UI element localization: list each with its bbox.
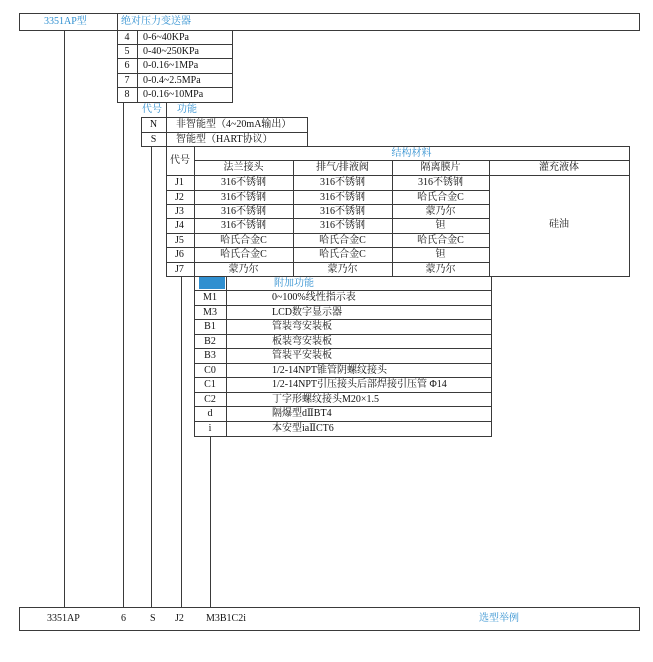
example-options: M3B1C2i [206, 613, 247, 624]
example-material: J2 [175, 613, 184, 624]
material-code-header: 代号 [170, 155, 190, 166]
example-label: 选型举例 [479, 613, 519, 624]
flange-material: 316不锈钢 [221, 192, 266, 203]
material-code: J3 [175, 206, 184, 217]
option-code: M1 [203, 292, 217, 303]
diaphragm-material: 蒙乃尔 [425, 264, 456, 275]
option-code: C2 [204, 394, 216, 405]
material-code: J1 [175, 177, 184, 188]
diaphragm-material: 钽 [435, 220, 446, 231]
range-value: 0-6~40KPa [143, 32, 189, 43]
output-code: S [150, 134, 157, 145]
valve-material: 316不锈钢 [320, 206, 365, 217]
flange-material: 316不锈钢 [221, 220, 266, 231]
diaphragm-material: 钽 [435, 249, 446, 260]
output-code: N [149, 119, 158, 130]
diaphragm-material: 316不锈钢 [418, 177, 463, 188]
option-code: i [208, 423, 212, 434]
option-label: 本安型iaⅡCT6 [272, 423, 334, 434]
option-code: C0 [204, 365, 216, 376]
material-code: J5 [175, 235, 184, 246]
option-code: B2 [204, 336, 216, 347]
output-label: 非智能型（4~20mA输出） [176, 119, 292, 130]
range-code: 5 [124, 46, 130, 57]
range-code: 7 [124, 75, 130, 86]
material-code: J7 [175, 264, 184, 275]
valve-material: 哈氏合金C [319, 249, 366, 260]
range-value: 0-40~250KPa [143, 46, 199, 57]
range-code: 4 [124, 32, 130, 43]
option-label: 0~100%线性指示表 [272, 292, 356, 303]
material-group-header: 结构材料 [391, 148, 432, 159]
option-label: 1/2-14NPT引压接头后部焊接引压管 Φ14 [272, 379, 447, 390]
option-label: LCD数字显示器 [272, 307, 342, 318]
flange-material: 哈氏合金C [220, 235, 267, 246]
output-label: 智能型（HART协议） [176, 134, 273, 145]
column-header: 排气/排液阀 [316, 162, 369, 173]
diaphragm-material: 哈氏合金C [417, 235, 464, 246]
valve-material: 316不锈钢 [320, 192, 365, 203]
example-range: 6 [121, 613, 126, 624]
column-header: 隔离膜片 [420, 162, 461, 173]
flange-material: 316不锈钢 [221, 206, 266, 217]
fill-fluid: 硅油 [549, 219, 569, 230]
option-label: 板装弯安装板 [272, 336, 332, 347]
model-header: 3351AP型 [44, 16, 87, 27]
column-header: 灌充液体 [539, 162, 579, 173]
option-label: 管装平安装板 [272, 350, 332, 361]
valve-material: 蒙乃尔 [327, 264, 358, 275]
flange-material: 蒙乃尔 [228, 264, 259, 275]
example-output: S [150, 613, 156, 624]
material-code: J6 [175, 249, 184, 260]
flange-material: 哈氏合金C [220, 249, 267, 260]
range-value: 0-0.16~1MPa [143, 60, 199, 71]
option-label: 丁字形螺纹接头M20×1.5 [272, 394, 380, 405]
valve-material: 哈氏合金C [319, 235, 366, 246]
product-title: 绝对压力变送器 [121, 16, 191, 27]
range-code: 8 [124, 89, 130, 100]
option-code: M3 [203, 307, 217, 318]
option-code: d [207, 408, 213, 419]
options-header: 附加功能 [274, 278, 314, 289]
range-code: 6 [124, 60, 130, 71]
material-code: J2 [175, 192, 184, 203]
example-model: 3351AP [47, 613, 80, 624]
material-code: J4 [175, 220, 184, 231]
option-label: 1/2-14NPT锥管阴螺纹接头 [272, 365, 387, 376]
flange-material: 316不锈钢 [221, 177, 266, 188]
diaphragm-material: 蒙乃尔 [425, 206, 456, 217]
range-value: 0-0.4~2.5MPa [143, 75, 201, 86]
output-code-header: 代号 [142, 104, 162, 115]
valve-material: 316不锈钢 [320, 177, 365, 188]
options-code-header-box [199, 277, 225, 289]
column-header: 法兰接头 [223, 162, 264, 173]
option-code: C1 [204, 379, 216, 390]
range-value: 0-0.16~10MPa [143, 89, 204, 100]
option-label: 管装弯安装板 [272, 321, 332, 332]
diaphragm-material: 哈氏合金C [417, 192, 464, 203]
valve-material: 316不锈钢 [320, 220, 365, 231]
option-label: 隔爆型dⅡBT4 [272, 408, 332, 419]
option-code: B1 [204, 321, 216, 332]
option-code: B3 [204, 350, 216, 361]
output-function-header: 功能 [177, 104, 197, 115]
